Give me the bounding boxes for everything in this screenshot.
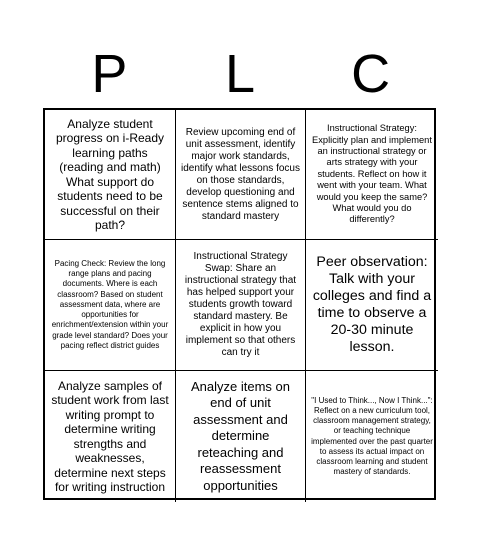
bingo-cell-r2c3[interactable] [306, 240, 438, 371]
header-letter-l: L [224, 44, 256, 104]
bingo-cell-r1c2[interactable] [176, 110, 306, 240]
cell-text: Analyze student progress on i-Ready learning paths (reading and math) What support do students need to be successful on their path? [55, 116, 165, 232]
bingo-cell-r2c2[interactable] [176, 240, 306, 371]
cell-text: Analyze items on end of unit assessment and determine reteaching and reassessment opportunities [191, 379, 290, 493]
bingo-cell-r3c3[interactable] [306, 371, 438, 502]
bingo-cell-r3c2[interactable] [176, 371, 306, 502]
cell-text: Instructional Strategy Swap: Share an instructional strategy that has helped support your students growth toward standard mastery. Be explicit in how you implement so that others can try it [184, 251, 297, 358]
cell-text: Analyze samples of student work from last writing prompt to determine writing strengths and weaknesses, determine next steps for writing instruction [51, 378, 169, 494]
cell-text: Review upcoming end of unit assessment, identify major work standards, identify what lessons focus on those standards, develop questioning and sentence stems aligned to standard mastery [181, 126, 300, 222]
bingo-cell-r1c1[interactable] [45, 110, 176, 240]
bingo-grid [43, 108, 436, 500]
bingo-cell-r2c1[interactable] [45, 240, 176, 371]
cell-text: Instructional Strategy: Explicitly plan and implement an instructional strategy or arts strategy with your students. Reflect on how it went with your team. What would you keep the same? What would you do differently? [312, 123, 432, 225]
bingo-cell-r3c1[interactable] [45, 371, 176, 502]
cell-text: Pacing Check: Review the long range plans and pacing documents. Where is each classroom? Based on student assessment data, where are opportunities for enrichment/extension within your grade level standard? Does your pacing reflect district guides [51, 259, 169, 350]
cell-text: "I Used to Think..., Now I Think...": Reflect on a new curriculum tool, classroom management strategy, or teaching technique implemented over the past quarter to assess its actual impact on classroom learning and student mastery of standards. [311, 395, 433, 477]
bingo-header [44, 40, 436, 108]
header-letter-p: P [91, 44, 128, 104]
cell-text: Peer observation: Talk with your colleges and find a time to observe a 20-30 minute lesson. [312, 254, 432, 355]
header-letter-c: C [351, 44, 391, 104]
bingo-cell-r1c3[interactable] [306, 110, 438, 240]
